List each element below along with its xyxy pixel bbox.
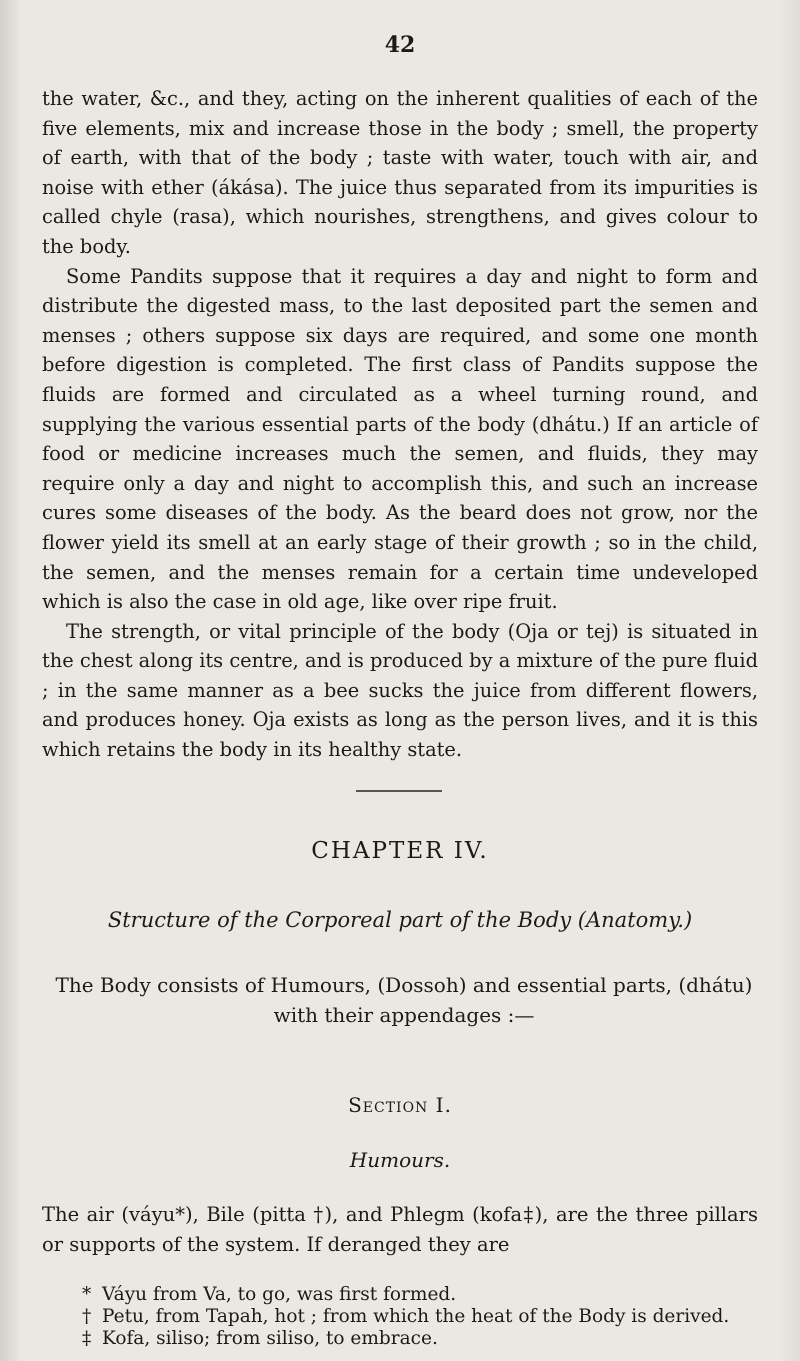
paragraph: the water, &c., and they, acting on the inherent qualities of each of the five elements, mix and increase those in the body ; smell, the property of earth, with that of the body ; taste with water, touch with air, and noise with ether (ákása). The juice thus separated from its impurities is called chyle (rasa), which nourishes, strengthens, and gives colour to the body. (42, 87, 758, 258)
footnotes (82, 1284, 772, 1350)
footnote-mark: * (82, 1284, 92, 1305)
paragraph: The strength, or vital principle of the body (Oja or tej) is situated in the chest along its centre, and is produced by a mixture of the pure fluid ; in the same manner as a bee sucks the juice from different flowers, and produces honey. Oja exists as long as the person lives, and it is this which retains the body in its healthy state. (42, 619, 758, 762)
chapter-intro: The Body consists of Humours, (Dossoh) and essential parts, (dhátu) with their appendages :— (55, 973, 753, 1027)
paragraph: Some Pandits suppose that it requires a day and night to form and distribute the digested mass, to the last deposited part the semen and menses ; others suppose six days are required, and some one month before digestion is completed. The first class of Pandits suppose the fluids are formed and circulated as a wheel turning round, and supplying the various essential parts of the body (dhátu.) If an article of food or medicine increases much the semen, and fluids, they may require only a day and night to accomplish this, and such an increase cures some diseases of the body. As the beard does not grow, nor the flower yield its smell at an early stage of their growth ; so in the child, the semen, and the menses remain for a certain time undeveloped which is also the case in old age, like over ripe fruit. (42, 264, 758, 614)
footnote-text: Váyu from Va, to go, was first formed. (102, 1284, 457, 1305)
footnote-text: Kofa, siliso; from siliso, to embrace. (102, 1328, 438, 1349)
section-text: The air (váyu*), Bile (pitta †), and Phlegm (kofa‡), are the three pillars or supports of the system. If deranged they are (42, 1203, 758, 1256)
section-divider (356, 790, 442, 792)
footnote-mark: † (82, 1306, 92, 1327)
body-text (42, 84, 758, 765)
section-subtitle: Humours. (349, 1148, 451, 1172)
footnote-mark: ‡ (82, 1328, 92, 1349)
chapter-subtitle: Structure of the Corporeal part of the Body (Anatomy.) (107, 908, 693, 932)
page-number: 42 (384, 32, 416, 58)
section-heading: Section I. (348, 1093, 452, 1117)
footnote (82, 1306, 772, 1328)
chapter-title: CHAPTER IV. (311, 838, 489, 864)
footnote (82, 1284, 772, 1306)
footnote (82, 1328, 772, 1350)
footnote-text: Petu, from Tapah, hot ; from which the heat of the Body is derived. (102, 1306, 730, 1327)
